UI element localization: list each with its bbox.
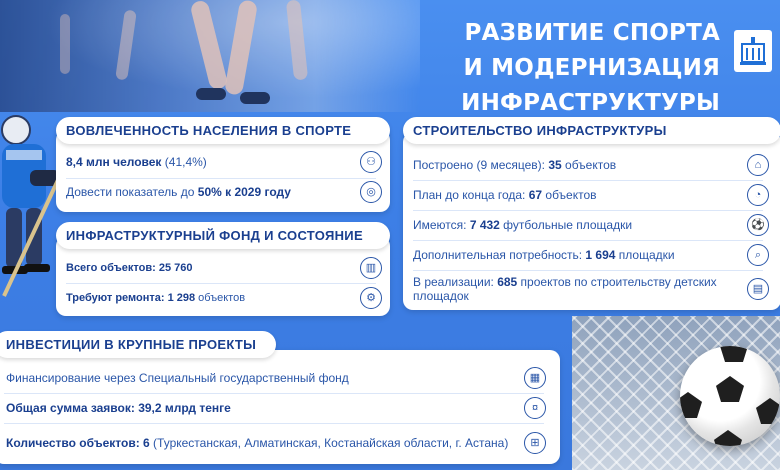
fund-row-total bbox=[56, 256, 390, 280]
search-chart-icon: ⌕ bbox=[747, 244, 769, 266]
demand-suffix: площадки bbox=[615, 248, 675, 262]
divider bbox=[4, 393, 544, 394]
plan-label: План до конца года: bbox=[413, 188, 529, 202]
investments-row-fund bbox=[0, 365, 554, 391]
repair-suffix: объектов bbox=[195, 292, 246, 304]
divider bbox=[66, 178, 376, 179]
fund-header bbox=[56, 222, 390, 249]
divider bbox=[413, 210, 763, 211]
population-percent: (41,4%) bbox=[161, 155, 207, 169]
building-icon: ⌂ bbox=[747, 154, 769, 176]
chart-pie-icon: ◔ bbox=[747, 184, 769, 206]
goal-value: 50% к 2029 году bbox=[197, 185, 291, 199]
population-count: 8,4 млн человек bbox=[66, 155, 162, 169]
divider bbox=[413, 270, 763, 271]
divider bbox=[4, 423, 544, 424]
construction-header-label: СТРОИТЕЛЬСТВО ИНФРАСТРУКТУРЫ bbox=[413, 123, 667, 138]
total-objects: Всего объектов: 25 760 bbox=[66, 262, 193, 274]
repair-objects: Требуют ремонта: 1 298 bbox=[66, 292, 196, 304]
engagement-header-label: ВОВЛЕЧЕННОСТЬ НАСЕЛЕНИЯ В СПОРТЕ bbox=[66, 123, 352, 138]
investments-header-label: ИНВЕСТИЦИИ В КРУПНЫЕ ПРОЕКТЫ bbox=[6, 337, 257, 352]
plan-value: 67 bbox=[528, 188, 543, 202]
construction-row-built bbox=[403, 152, 777, 178]
table-icon: ⊞ bbox=[524, 432, 546, 454]
people-icon: ⚇ bbox=[360, 151, 382, 173]
page-title bbox=[336, 16, 720, 121]
divider bbox=[66, 283, 376, 284]
football-icon: ⚽ bbox=[747, 214, 769, 236]
objects-count: Количество объектов: 6 bbox=[6, 436, 150, 450]
built-label: Построено (9 месяцев): bbox=[413, 158, 549, 172]
divider bbox=[413, 240, 763, 241]
investments-header bbox=[0, 331, 276, 358]
construction-row-demand bbox=[403, 242, 777, 268]
built-suffix: объектов bbox=[561, 158, 617, 172]
goal-text: Довести показатель до bbox=[66, 185, 198, 199]
coin-icon: ¤ bbox=[524, 397, 546, 419]
document-icon: ▤ bbox=[747, 278, 769, 300]
projects-label: В реализации: bbox=[413, 275, 498, 289]
title-line-1: РАЗВИТИЕ СПОРТА bbox=[464, 20, 720, 46]
divider bbox=[413, 180, 763, 181]
football-label: Имеются: bbox=[413, 218, 470, 232]
title-line-2: И МОДЕРНИЗАЦИЯ ИНФРАСТРУКТУРЫ bbox=[461, 55, 720, 116]
construction-header bbox=[403, 117, 780, 144]
buildings-icon: ▥ bbox=[360, 257, 382, 279]
government-logo-icon bbox=[734, 30, 772, 72]
financing-text: Финансирование через Специальный государственный фонд bbox=[6, 371, 349, 385]
football-value: 7 432 bbox=[469, 218, 500, 232]
demand-label: Дополнительная потребность: bbox=[413, 248, 586, 262]
objects-regions: (Туркестанская, Алматинская, Костанайская области, г. Астана) bbox=[149, 436, 509, 450]
plan-suffix: объектов bbox=[542, 188, 597, 202]
investments-row-amount bbox=[0, 395, 554, 421]
bar-chart-icon: ▦ bbox=[524, 367, 546, 389]
investments-row-objects bbox=[0, 426, 554, 460]
built-value: 35 bbox=[548, 158, 562, 172]
demand-value: 1 694 bbox=[585, 248, 616, 262]
projects-suffix: проектов по строительству детских площадок bbox=[413, 275, 717, 303]
engagement-row-goal bbox=[56, 180, 390, 204]
projects-value: 685 bbox=[497, 275, 518, 289]
fund-row-repair bbox=[56, 286, 390, 310]
wrench-icon: ⚙ bbox=[360, 287, 382, 309]
engagement-header bbox=[56, 117, 390, 144]
fund-header-label: ИНФРАСТРУКТУРНЫЙ ФОНД И СОСТОЯНИЕ bbox=[66, 228, 363, 243]
target-icon: ◎ bbox=[360, 181, 382, 203]
construction-row-plan bbox=[403, 182, 777, 208]
hockey-player-image bbox=[0, 110, 64, 300]
construction-row-football bbox=[403, 212, 777, 238]
engagement-row-population bbox=[56, 150, 390, 174]
football-suffix: футбольные площадки bbox=[499, 218, 633, 232]
construction-row-projects bbox=[403, 272, 777, 306]
soccer-ball-image bbox=[680, 346, 780, 446]
applications-total: Общая сумма заявок: 39,2 млрд тенге bbox=[6, 401, 231, 415]
